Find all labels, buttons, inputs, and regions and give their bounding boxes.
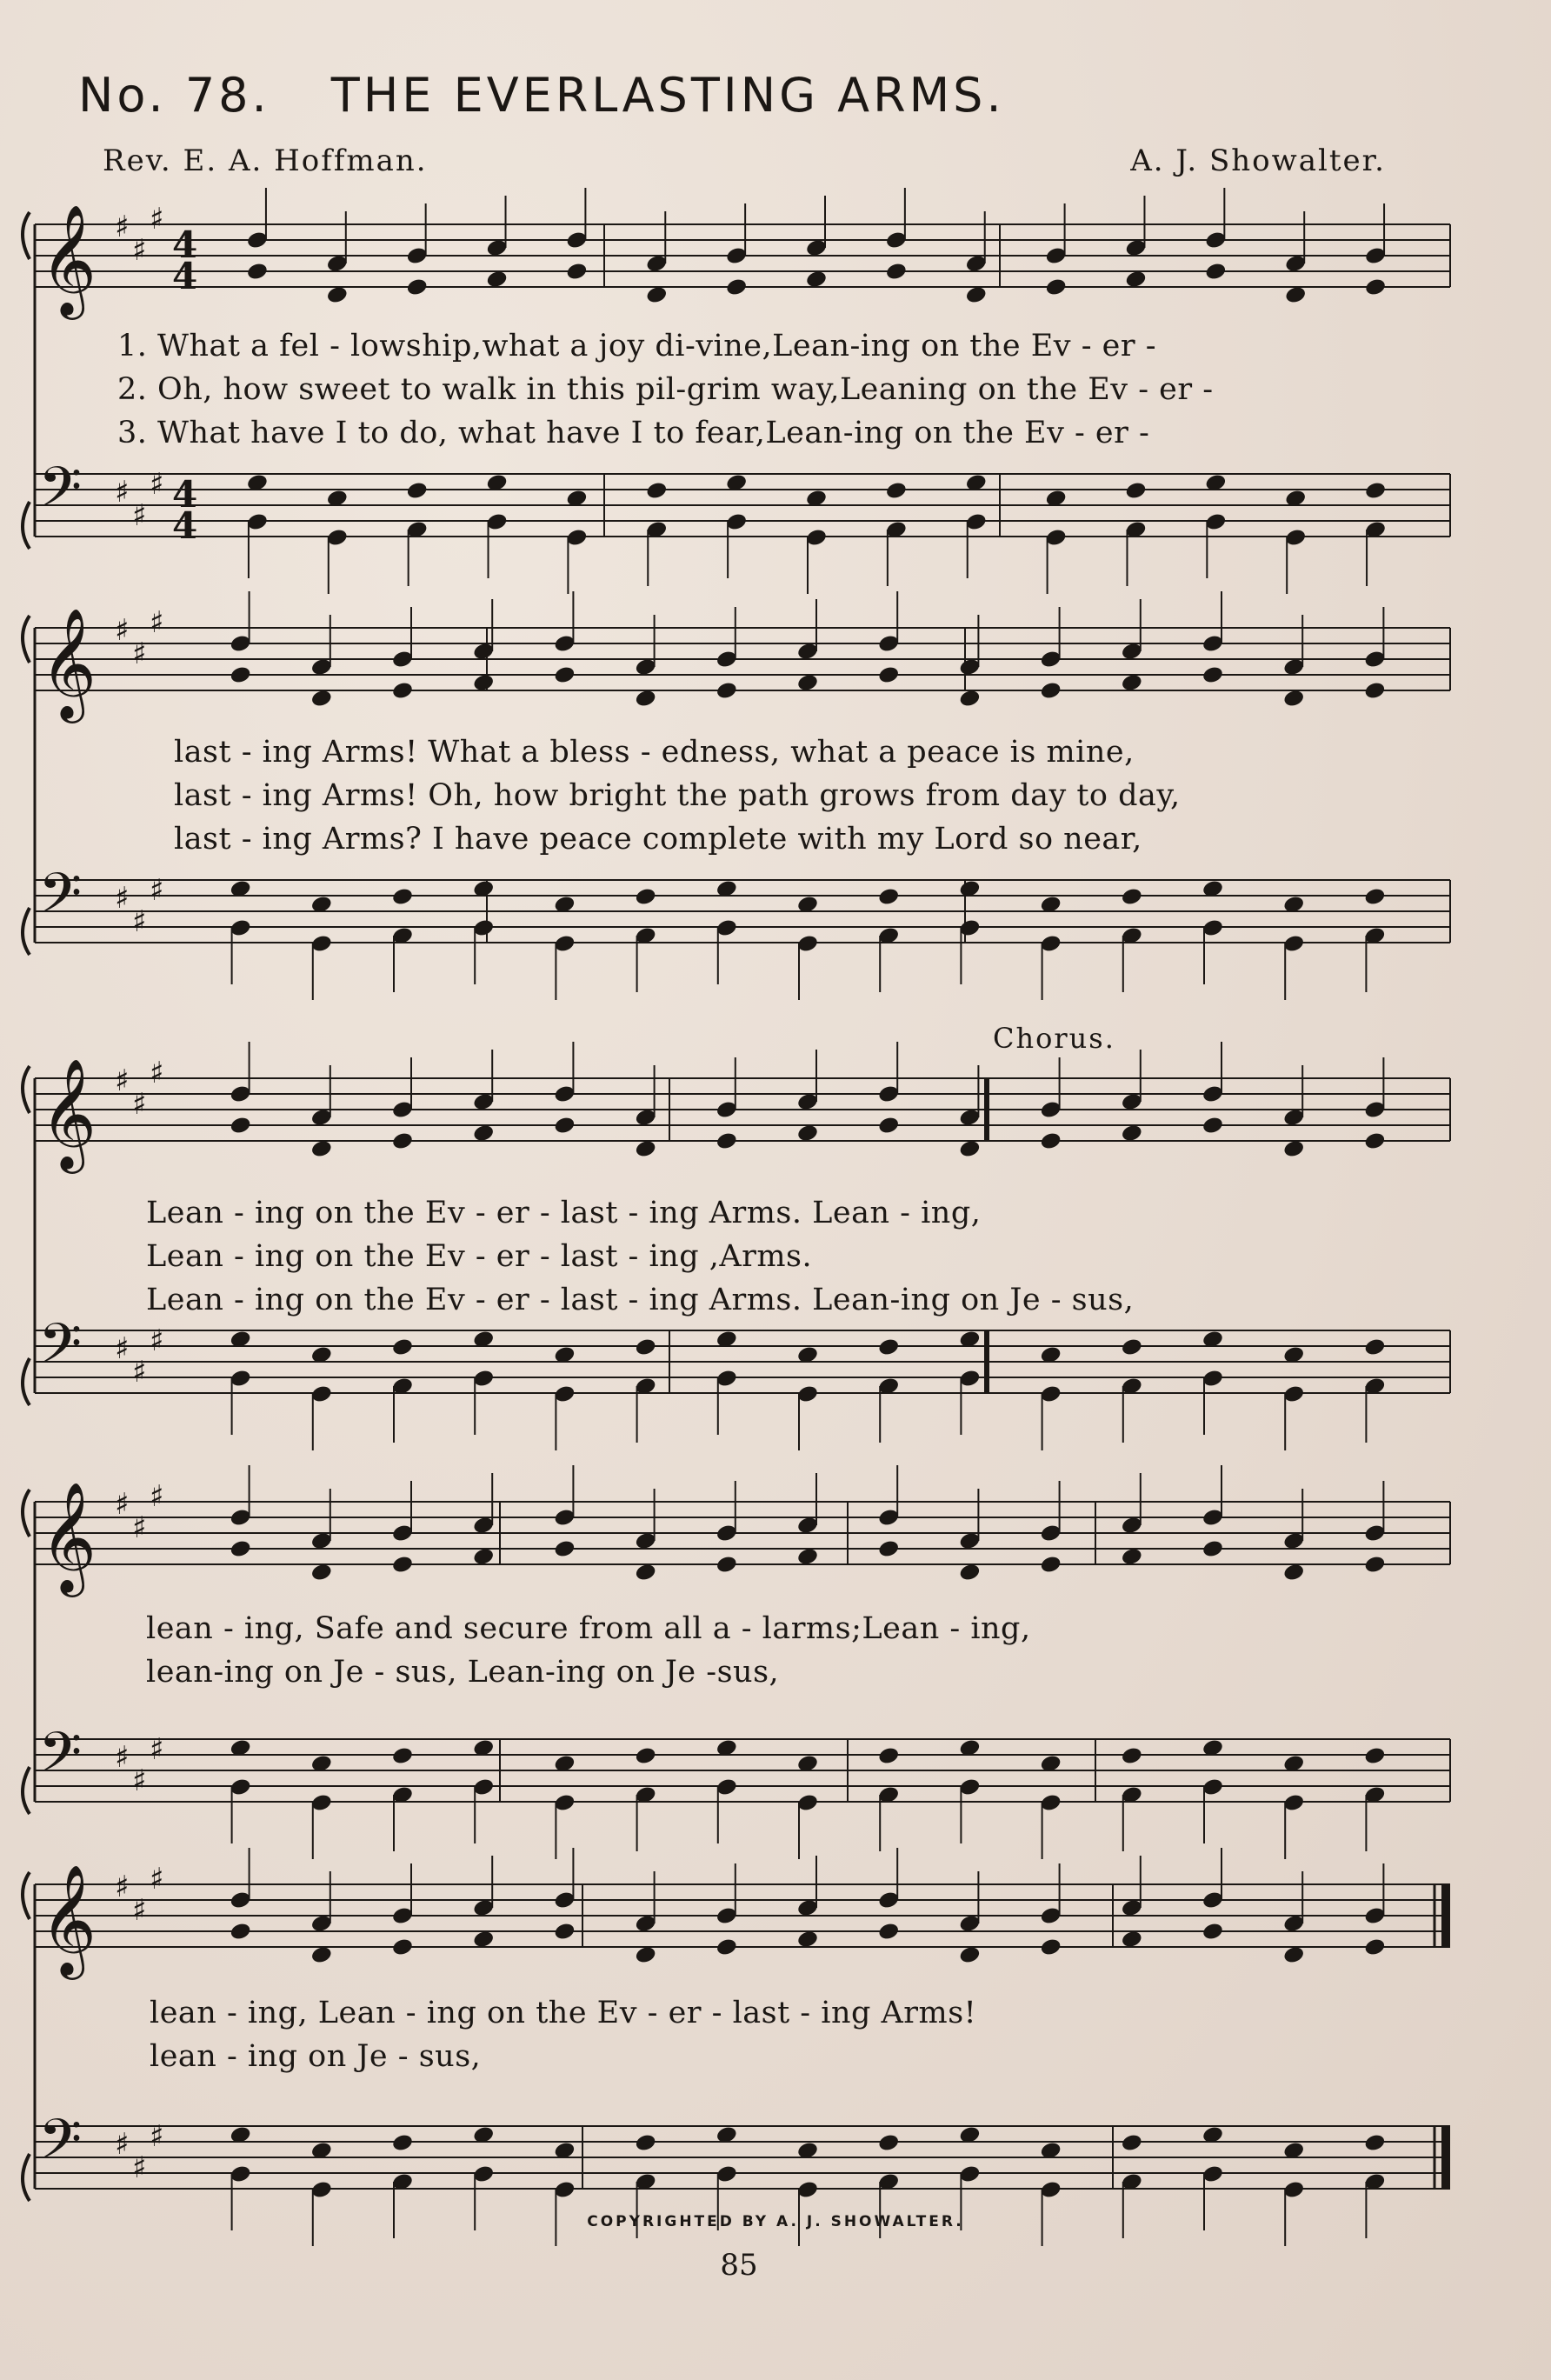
note-head [1363,1337,1386,1357]
note-head [230,1539,252,1559]
lyric-line: last - ing Arms! Oh, how bright the path grows from day to day, [174,778,1181,813]
note-head [877,1116,900,1136]
note-head [1040,1131,1062,1151]
sharp-icon: ♯ [115,1063,130,1098]
note-head [391,1746,414,1766]
note-head [553,1539,576,1559]
note-head [796,1547,819,1567]
note-head [958,1945,981,1965]
sharp-icon: ♯ [115,1487,130,1522]
note-head [796,673,819,693]
note-head [1121,1337,1143,1357]
brace-curl [23,1872,30,1919]
note-head [877,1539,900,1559]
sharp-icon: ♯ [132,1355,147,1390]
brace-curl [23,1490,30,1537]
note-head [1363,681,1386,701]
note-head [391,887,414,907]
sharp-icon: ♯ [132,1510,147,1545]
note-head [635,689,657,709]
sharp-icon: ♯ [150,2119,164,2154]
brace-curl [23,2154,30,2201]
composer-credit: A. J. Showalter. [1130,143,1386,178]
note-head [958,689,981,709]
sharp-icon: ♯ [150,467,164,502]
note-head [635,1139,657,1159]
note-head [1124,481,1147,501]
sharp-icon: ♯ [115,210,130,244]
note-head [635,1563,657,1583]
treble-clef-icon: 𝄞 [40,1481,97,1592]
lyric-line: last - ing Arms? I have peace complete with my Lord so near, [174,822,1142,857]
sharp-icon: ♯ [132,233,147,268]
hymn-name: THE EVERLASTING ARMS. [330,68,1005,123]
note-head [1282,1139,1305,1159]
treble-clef-icon: 𝄞 [40,203,97,315]
note-head [553,665,576,685]
note-head [1282,1563,1305,1583]
bass-clef-icon: 𝄢 [38,1312,83,1390]
note-head [1040,1555,1062,1575]
sharp-icon: ♯ [115,1740,130,1775]
note-head [877,887,900,907]
note-head [310,689,333,709]
treble-clef-icon: 𝄞 [40,1863,97,1975]
note-head [391,1131,414,1151]
note-head [230,1922,252,1942]
note-head [391,2133,414,2153]
final-bar-thick [1441,2126,1450,2189]
sharp-icon: ♯ [150,873,164,908]
brace-curl [23,1066,30,1113]
note-head [877,2133,900,2153]
note-head [553,1116,576,1136]
sharp-icon: ♯ [132,904,147,939]
note-head [391,681,414,701]
brace-curl [23,908,30,955]
note-head [1363,2133,1386,2153]
brace-curl [23,502,30,549]
lyric-line: lean - ing, Lean - ing on the Ev - er - last - ing Arms! [150,1996,977,2030]
note-head [391,1937,414,1957]
sharp-icon: ♯ [150,1732,164,1767]
sharp-icon: ♯ [115,475,130,510]
lyric-line: last - ing Arms! What a bless - edness, what a peace is mine, [174,735,1135,770]
bass-clef-icon: 𝄢 [38,2108,83,2186]
sharp-icon: ♯ [132,498,147,533]
note-head [958,1563,981,1583]
note-head [1121,673,1143,693]
note-head [1202,1116,1224,1136]
note-head [958,1139,981,1159]
note-head [885,262,908,282]
note-head [230,1116,252,1136]
note-head [472,673,495,693]
bass-clef-icon: 𝄢 [38,1721,83,1799]
note-head [796,1930,819,1950]
lyric-line: Lean - ing on the Ev - er - last - ing Arms. Lean-ing on Je - sus, [146,1283,1135,1317]
brace-curl [23,1358,30,1405]
note-head [1121,1547,1143,1567]
lyric-line: Lean - ing on the Ev - er - last - ing Arms. Lean - ing, [146,1196,982,1230]
lyric-line: lean-ing on Je - sus, Lean-ing on Je -sus, [146,1655,780,1690]
chorus-label: Chorus. [993,1022,1115,1055]
note-head [1121,887,1143,907]
sharp-icon: ♯ [132,1893,147,1928]
sharp-icon: ♯ [115,881,130,916]
note-head [965,285,988,305]
final-bar-thick [1441,1884,1450,1947]
note-head [310,1139,333,1159]
sharp-icon: ♯ [115,1331,130,1366]
note-head [1204,262,1227,282]
brace-curl [23,1767,30,1814]
lyric-line: 2. Oh, how sweet to walk in this pil-grim way,Leaning on the Ev - er - [117,372,1214,407]
note-head [645,481,668,501]
note-head [1202,1922,1224,1942]
note-head [1121,2133,1143,2153]
note-head [1282,1945,1305,1965]
note-head [1363,1937,1386,1957]
sharp-icon: ♯ [115,2127,130,2162]
note-head [1363,887,1386,907]
sharp-icon: ♯ [115,1870,130,1904]
note-head [635,1746,657,1766]
note-head [1363,1555,1386,1575]
note-head [565,262,588,282]
note-head [472,1547,495,1567]
note-head [796,1123,819,1143]
note-head [725,277,748,297]
lyric-line: lean - ing, Safe and secure from all a - larms;Lean - ing, [146,1611,1031,1646]
brace-curl [23,616,30,663]
treble-clef-icon: 𝄞 [40,1057,97,1169]
note-head [406,481,429,501]
note-head [1121,1746,1143,1766]
note-head [310,1563,333,1583]
note-head [310,1945,333,1965]
note-head [246,262,269,282]
treble-clef-icon: 𝄞 [40,607,97,718]
note-head [1284,285,1307,305]
note-head [1124,270,1147,290]
note-head [1040,1937,1062,1957]
note-head [391,1555,414,1575]
note-head [406,277,429,297]
page-number: 85 [720,2248,758,2283]
time-signature-bottom: 4 [172,504,198,547]
bass-clef-icon: 𝄢 [38,456,83,534]
bass-clef-icon: 𝄢 [38,862,83,940]
note-head [1363,1746,1386,1766]
sharp-icon: ♯ [132,2150,147,2185]
note-head [877,1337,900,1357]
note-head [805,270,828,290]
note-head [1202,665,1224,685]
note-head [635,2133,657,2153]
note-head [645,285,668,305]
note-head [1364,277,1387,297]
lyricist-credit: Rev. E. A. Hoffman. [103,143,428,178]
note-head [716,1555,738,1575]
sharp-icon: ♯ [115,613,130,648]
note-head [635,1945,657,1965]
note-head [716,681,738,701]
note-head [885,481,908,501]
sharp-icon: ♯ [150,1323,164,1358]
note-head [877,665,900,685]
sharp-icon: ♯ [150,202,164,237]
note-head [1121,1930,1143,1950]
note-head [1364,481,1387,501]
sharp-icon: ♯ [132,637,147,671]
note-head [877,1922,900,1942]
sharp-icon: ♯ [150,605,164,640]
sharp-icon: ♯ [150,1056,164,1090]
note-head [1045,277,1068,297]
note-head [326,285,349,305]
sharp-icon: ♯ [150,1862,164,1897]
lyric-line: Lean - ing on the Ev - er - last - ing ,Arms. [146,1239,813,1274]
note-head [716,1131,738,1151]
note-head [472,1930,495,1950]
note-head [1121,1123,1143,1143]
note-head [553,1922,576,1942]
lyric-line: lean - ing on Je - sus, [150,2039,482,2074]
note-head [1202,1539,1224,1559]
note-head [635,1337,657,1357]
note-head [472,1123,495,1143]
sharp-icon: ♯ [132,1763,147,1798]
brace-curl [23,212,30,259]
note-head [230,665,252,685]
sharp-icon: ♯ [132,1087,147,1122]
note-head [716,1937,738,1957]
copyright-notice: COPYRIGHTED BY A. J. SHOWALTER. [587,2213,964,2230]
sharp-icon: ♯ [150,1479,164,1514]
lyric-line: 3. What have I to do, what have I to fear,Lean-ing on the Ev - er - [117,416,1150,450]
note-head [1363,1131,1386,1151]
time-signature-top: 4 [172,473,198,516]
hymn-number: No. 78. [78,68,270,123]
note-head [485,270,508,290]
note-head [877,1746,900,1766]
note-head [635,887,657,907]
lyric-line: 1. What a fel - lowship,what a joy di-vine,Lean-ing on the Ev - er - [117,329,1157,363]
time-signature-bottom: 4 [172,255,198,297]
note-head [1282,689,1305,709]
time-signature-top: 4 [172,223,198,266]
note-head [1040,681,1062,701]
note-head [391,1337,414,1357]
